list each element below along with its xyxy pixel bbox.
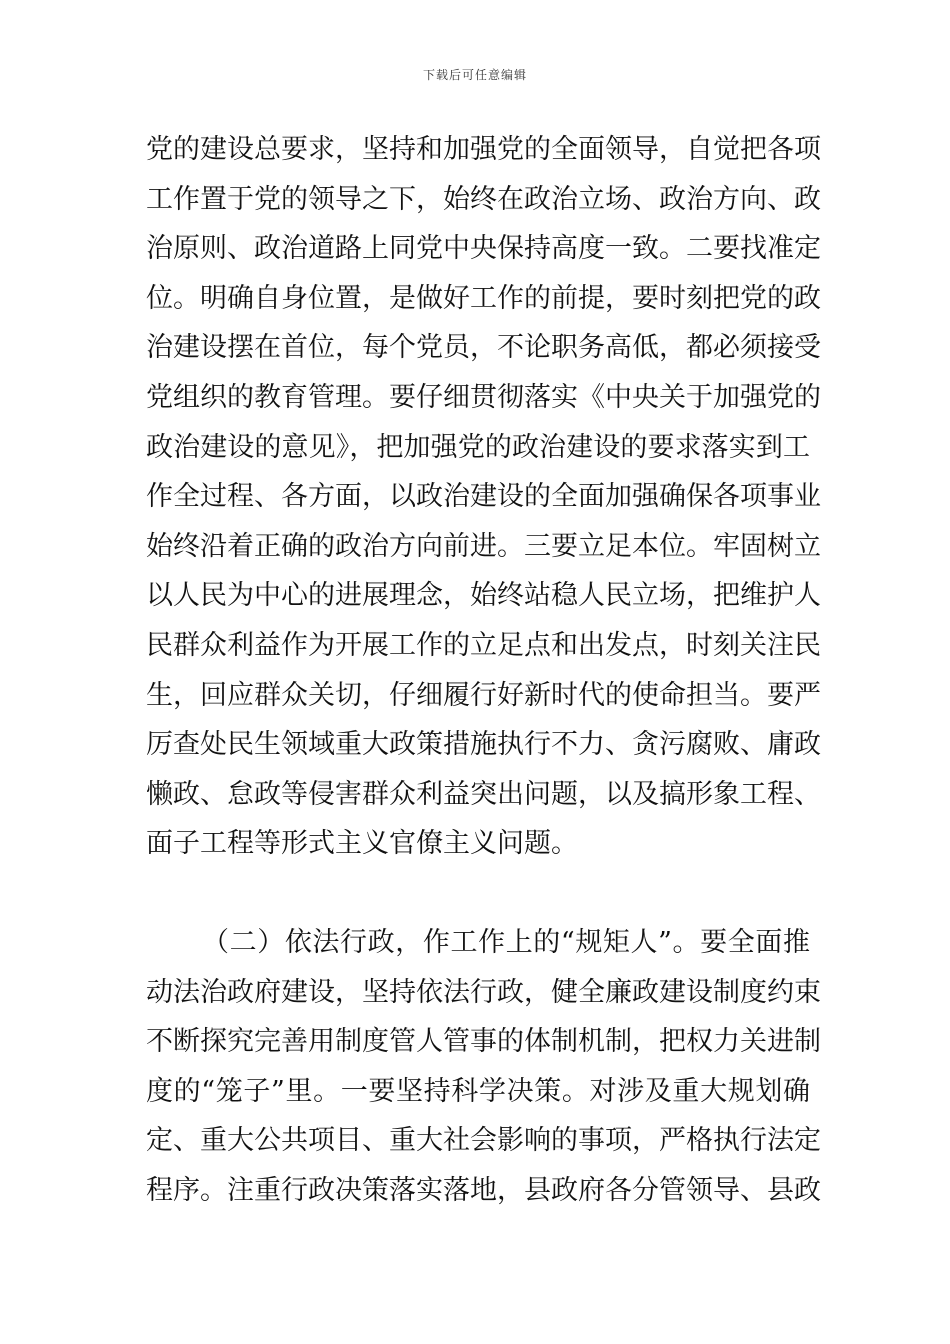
body-paragraph-2 — [146, 918, 821, 1216]
text-line: 治原则、政治道路上同党中央保持高度一致。二要找准定 — [146, 233, 821, 265]
text-line: 作全过程、各方面，以政治建设的全面加强确保各项事业 — [146, 481, 821, 513]
text-line: 程序。注重行政决策落实落地，县政府各分管领导、县政 — [146, 1174, 821, 1206]
text-line: 政治建设的意见》，把加强党的政治建设的要求落实到工 — [146, 431, 810, 463]
text-line: 治建设摆在首位，每个党员，不论职务高低，都必须接受 — [146, 332, 821, 364]
text-line: 不断探究完善用制度管人管事的体制机制，把权力关进制 — [146, 1026, 821, 1058]
text-line: 党的建设总要求，坚持和加强党的全面领导，自觉把各项 — [146, 134, 821, 165]
text-line: 位。明确自身位置，是做好工作的前提，要时刻把党的政 — [146, 282, 821, 314]
text-line: 以人民为中心的进展理念，始终站稳人民立场，把维护人 — [146, 580, 821, 612]
text-line: 始终沿着正确的政治方向前进。三要立足本位。牢固树立 — [146, 530, 821, 562]
text-line: 民群众利益作为开展工作的立足点和出发点，时刻关注民 — [146, 629, 821, 661]
text-line: 工作置于党的领导之下，始终在政治立场、政治方向、政 — [146, 183, 821, 215]
text-line: 面子工程等形式主义官僚主义问题。 — [146, 828, 578, 860]
text-line: （二）依法行政，作工作上的“规矩人”。要全面推 — [202, 927, 810, 958]
page-header-note: 下载后可任意编辑 — [422, 68, 527, 82]
text-line: 懒政、怠政等侵害群众利益突出问题，以及搞形象工程、 — [146, 778, 821, 810]
text-line: 厉查处民生领域重大政策措施执行不力、贪污腐败、庸政 — [146, 729, 821, 761]
text-line: 党组织的教育管理。要仔细贯彻落实《中央关于加强党的 — [146, 381, 821, 413]
text-line: 生，回应群众关切，仔细履行好新时代的使命担当。要严 — [146, 679, 821, 711]
text-line: 定、重大公共项目、重大社会影响的事项，严格执行法定 — [146, 1125, 821, 1157]
text-line: 度的“笼子”里。一要坚持科学决策。对涉及重大规划确 — [146, 1075, 810, 1107]
body-paragraph-1 — [146, 125, 821, 869]
text-line: 动法治政府建设，坚持依法行政，健全廉政建设制度约束 — [146, 976, 821, 1008]
